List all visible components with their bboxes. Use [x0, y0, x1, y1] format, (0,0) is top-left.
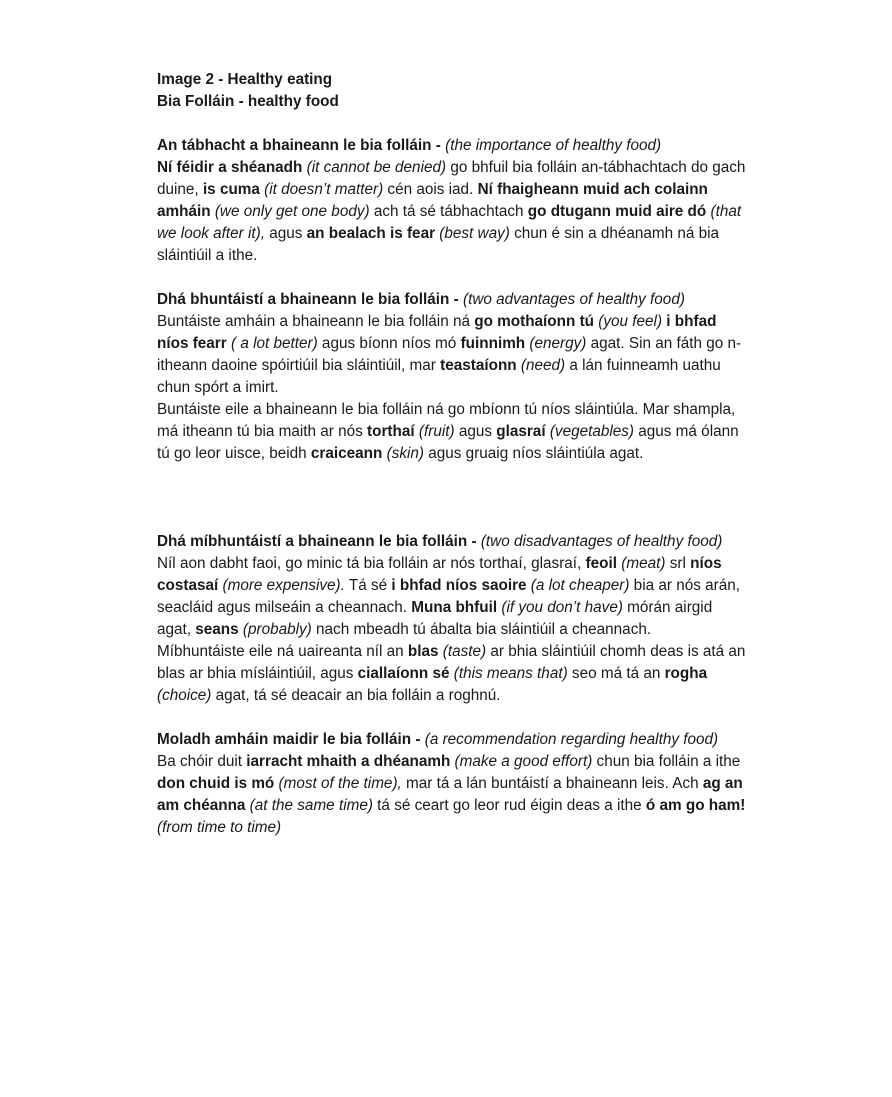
section-heading: An tábhacht a bhaineann le bia folláin - (the importance of healthy food): [157, 137, 662, 154]
translation: ( a lot better): [230, 335, 318, 352]
phrase: feoil: [585, 555, 618, 572]
translation: (more expensive).: [222, 577, 345, 594]
phrase: fuinnimh: [460, 335, 526, 352]
phrase: Ní féidir a shéanadh: [157, 159, 303, 176]
translation: (that we look after it),: [157, 203, 746, 242]
section-importance: [157, 135, 750, 267]
section-paragraph: Buntáiste amháin a bhaineann le bia folláin ná go mothaíonn tú (you feel) i bhfad níos fearr ( a lot better) agus bíonn níos mó fuinnimh (energy) agat. Sin an fáth go n-itheann daoine spóirtiúil bia sláintiúil, mar teastaíonn (need) a lán fuinneamh uathu chun spórt a imirt.: [157, 313, 742, 396]
translation: (taste): [442, 643, 487, 660]
phrase: torthaí: [367, 423, 415, 440]
phrase: i bhfad níos fearr: [157, 313, 721, 352]
translation: (make a good effort): [454, 753, 593, 770]
translation: (fruit): [418, 423, 455, 440]
section-heading: Dhá míbhuntáistí a bhaineann le bia folláin - (two disadvantages of healthy food): [157, 533, 723, 550]
phrase: ciallaíonn sé: [357, 665, 450, 682]
section-advantages: [157, 289, 747, 465]
translation: (best way): [439, 225, 510, 242]
phrase: níos costasaí: [157, 555, 726, 594]
translation: (you feel): [598, 313, 663, 330]
translation: (energy): [529, 335, 587, 352]
phrase: seans: [195, 621, 239, 638]
phrase: go dtugann muid aire dó: [527, 203, 707, 220]
section-recommendation: [157, 729, 747, 839]
translation: (at the same time): [249, 797, 373, 814]
translation: (if you don’t have): [501, 599, 623, 616]
phrase: glasraí: [496, 423, 546, 440]
phrase: Ní fhaigheann muid ach colainn amháin: [157, 181, 713, 220]
translation: (a lot cheaper): [530, 577, 630, 594]
translation: (we only get one body): [214, 203, 370, 220]
phrase: craiceann: [310, 445, 383, 462]
phrase: rogha: [664, 665, 708, 682]
phrase: ag an am chéanna: [157, 775, 748, 814]
section-paragraph: Ba chóir duit iarracht mhaith a dhéanamh (make a good effort) chun bia folláin a ithe don chuid is mó (most of the time), mar tá a lán buntáistí a bhaineann leis. Ach ag an am chéanna (at the same time) tá sé ceart go leor rud éigin deas a ithe ó am go ham! (from time to time): [157, 753, 748, 836]
phrase: is cuma: [202, 181, 260, 198]
phrase: an bealach is fear: [306, 225, 436, 242]
phrase: blas: [407, 643, 439, 660]
translation: (it doesn’t matter): [264, 181, 384, 198]
translation: (probably): [242, 621, 312, 638]
translation: (meat): [621, 555, 666, 572]
section-heading: Dhá bhuntáistí a bhaineann le bia folláin - (two advantages of healthy food): [157, 291, 685, 308]
phrase: ó am go ham!: [645, 797, 746, 814]
translation: (vegetables): [549, 423, 635, 440]
phrase: iarracht mhaith a dhéanamh: [246, 753, 451, 770]
translation: (need): [520, 357, 566, 374]
document-body: [157, 69, 750, 839]
translation: (choice): [157, 687, 212, 704]
section-paragraph: Buntáiste eile a bhaineann le bia folláin ná go mbíonn tú níos sláintiúla. Mar shampla, má itheann tú bia maith ar nós torthaí (fruit) agus glasraí (vegetables) agus má ólann tú go leor uisce, beidh craiceann (skin) agus gruaig níos sláintiúla agat.: [157, 401, 743, 462]
translation: (this means that): [453, 665, 568, 682]
section-disadvantages: [157, 531, 750, 707]
document-subtitle: Bia Folláin - healthy food: [157, 93, 339, 110]
phrase: don chuid is mó: [157, 775, 275, 792]
phrase: teastaíonn: [440, 357, 517, 374]
phrase: go mothaíonn tú: [474, 313, 595, 330]
section-paragraph: Míbhuntáiste eile ná uaireanta níl an blas (taste) ar bhia sláintiúil chomh deas is atá an blas ar bhia mísláintiúil, agus ciallaíonn sé (this means that) seo má tá an rogha (choice) agat, tá sé deacair an bia folláin a roghnú.: [157, 643, 750, 704]
phrase: i bhfad níos saoire: [391, 577, 527, 594]
translation: (it cannot be denied): [306, 159, 447, 176]
section-paragraph: Níl aon dabht faoi, go minic tá bia folláin ar nós torthaí, glasraí, feoil (meat) srl níos costasaí (more expensive). Tá sé i bhfad níos saoire (a lot cheaper) bia ar nós arán, seacláid agus milseáin a cheannach. Muna bhfuil (if you don’t have) mórán airgid agat, seans (probably) nach mbeadh tú ábalta bia sláintiúil a cheannach.: [157, 555, 745, 638]
section-heading: Moladh amháin maidir le bia folláin - (a recommendation regarding healthy food): [157, 731, 719, 748]
document-title: Image 2 - Healthy eating: [157, 71, 333, 88]
translation: (most of the time),: [278, 775, 402, 792]
translation: (from time to time): [157, 819, 282, 836]
translation: (skin): [386, 445, 425, 462]
phrase: Muna bhfuil: [411, 599, 498, 616]
section-paragraph: Ní féidir a shéanadh (it cannot be denied) go bhfuil bia folláin an-tábhachtach do gach duine, is cuma (it doesn’t matter) cén aois iad. Ní fhaigheann muid ach colainn amháin (we only get one body) ach tá sé tábhachtach go dtugann muid aire dó (that we look after it), agus an bealach is fear (best way) chun é sin a dhéanamh ná bia sláintiúil a ithe.: [157, 159, 750, 264]
